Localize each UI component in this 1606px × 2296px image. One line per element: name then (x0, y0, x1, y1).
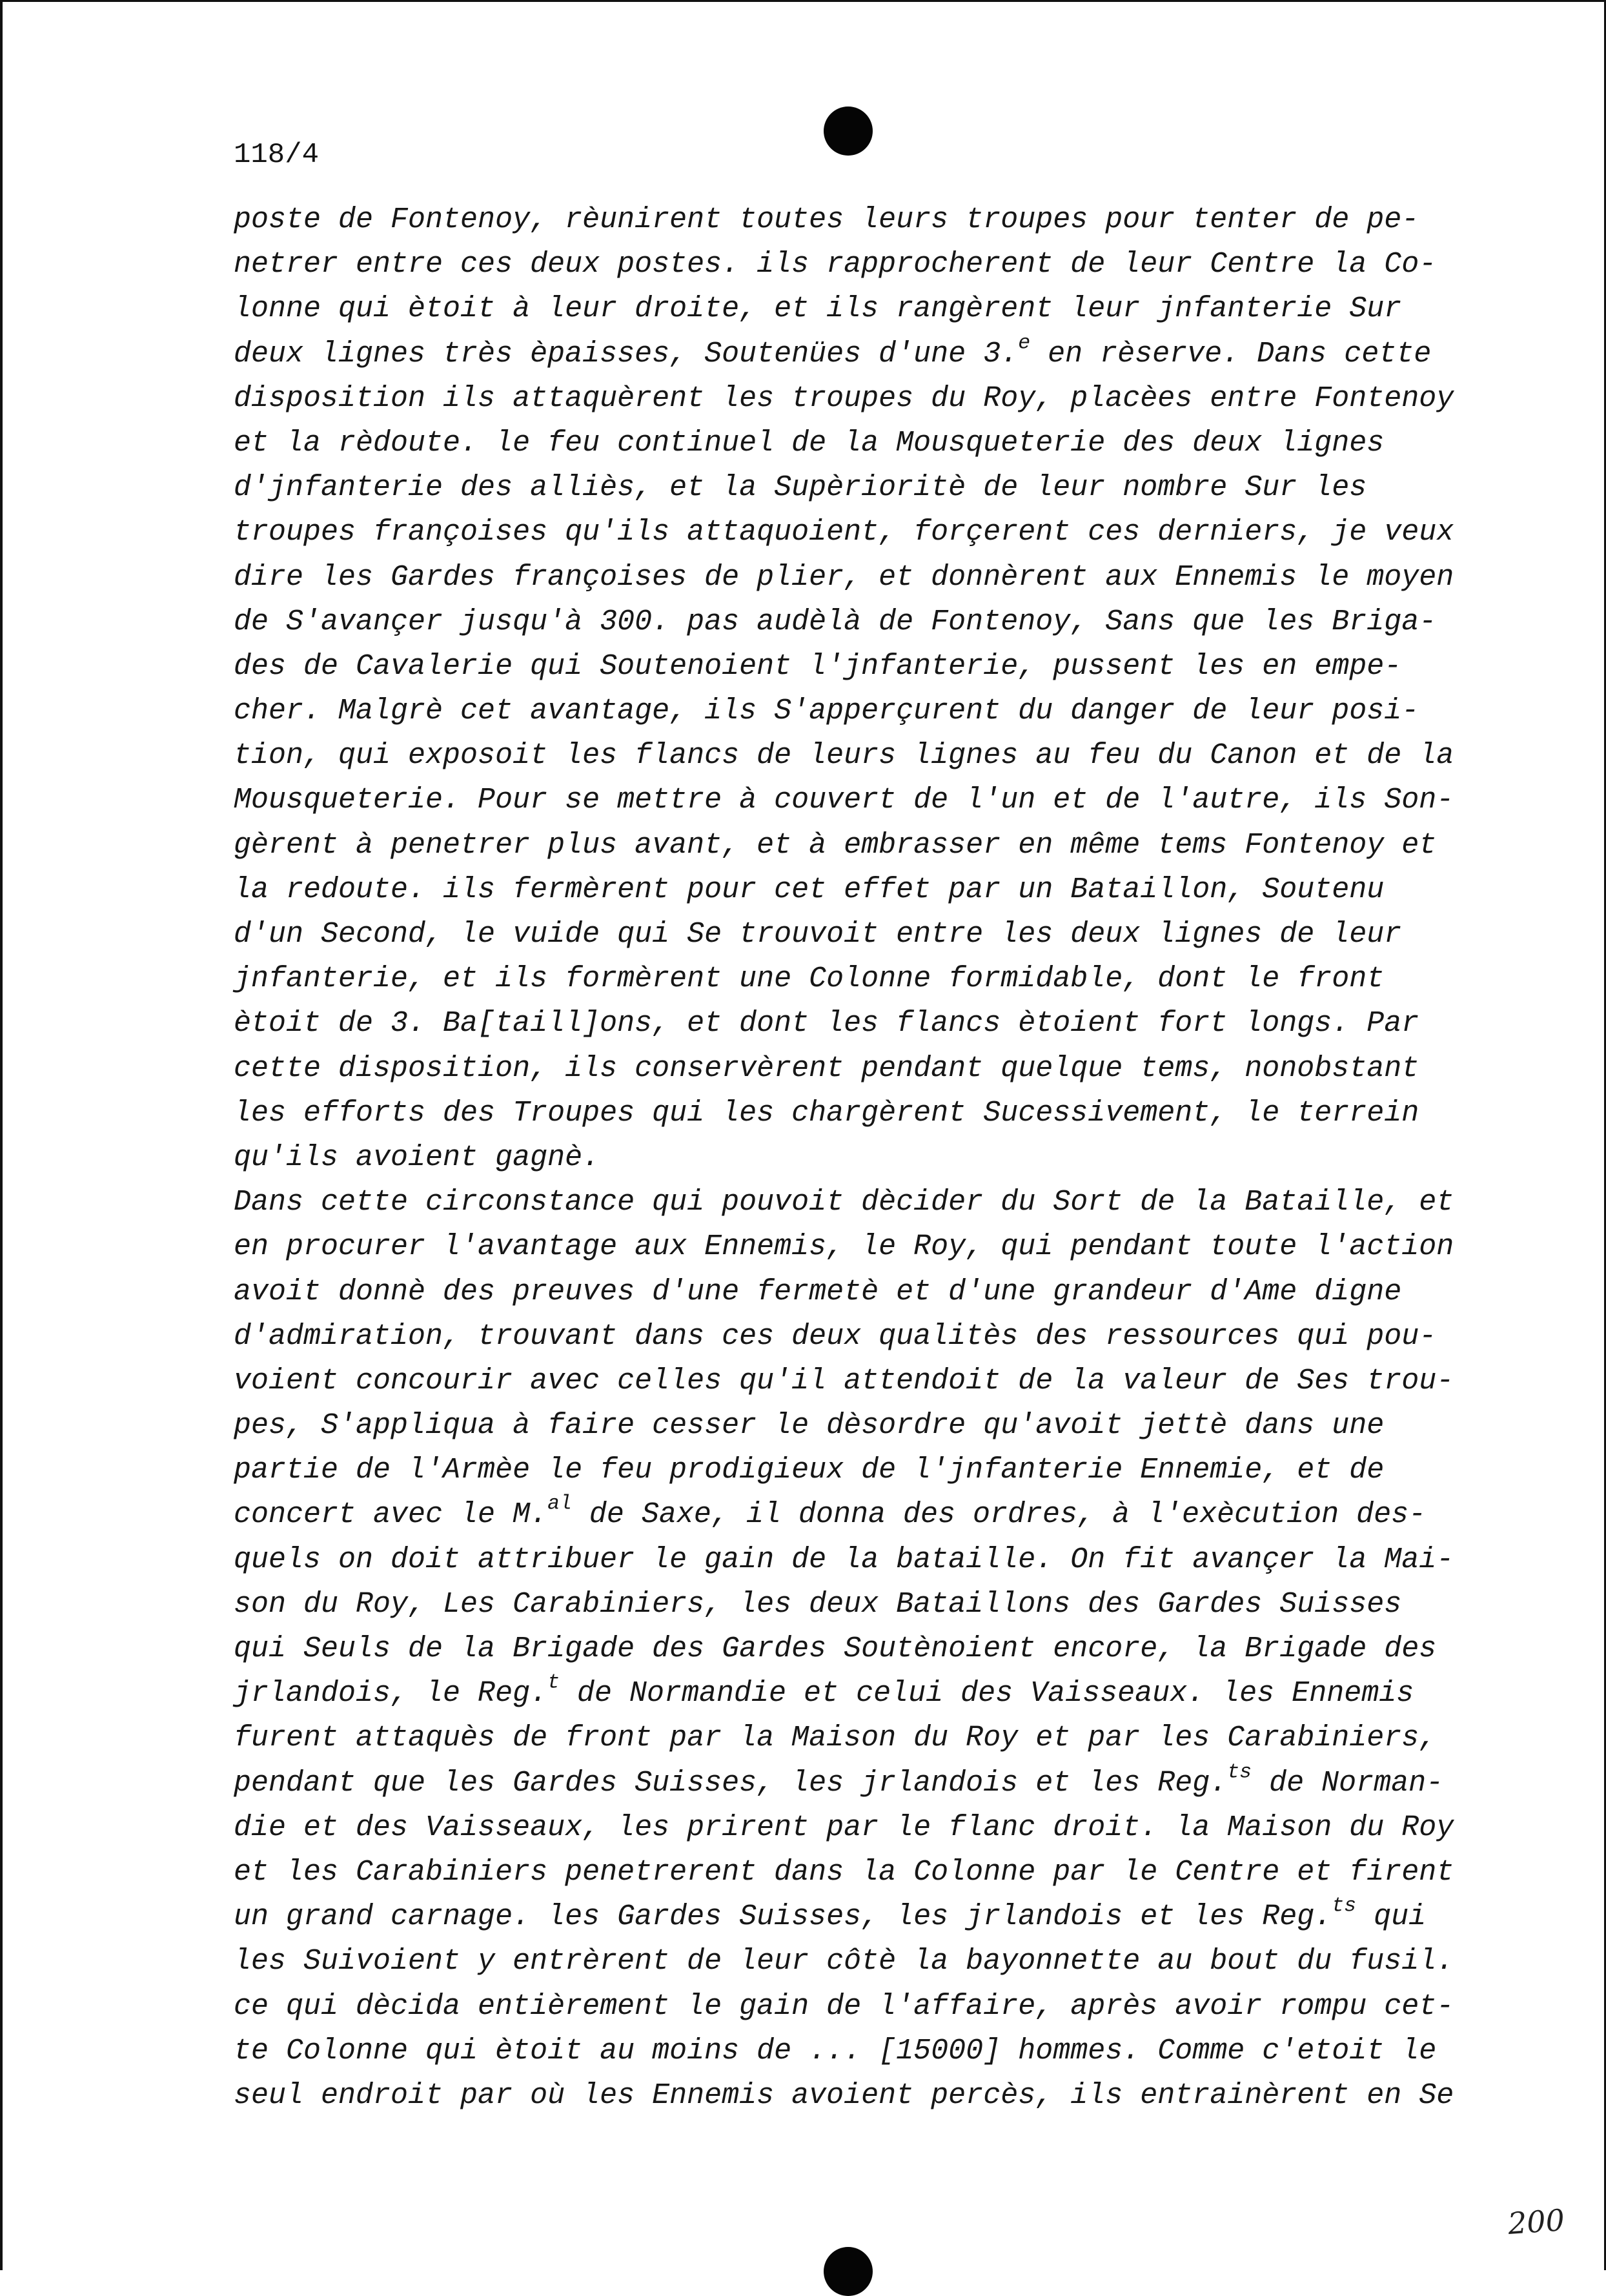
text-segment: et la rèdoute. le feu continuel de la Mousqueterie des deux lignes (234, 426, 1385, 460)
text-segment: die et des Vaisseaux, les prirent par le flanc droit. la Maison du Roy (234, 1811, 1454, 1844)
text-segment: ètoit de 3. Ba[taill]ons, et dont les flancs ètoient fort longs. Par (234, 1007, 1419, 1041)
text-segment: deux lignes très èpaisses, Soutenües d'une 3. (234, 337, 1019, 371)
text-segment: les efforts des Troupes qui les chargèrent Sucessivement, le terrein (234, 1096, 1419, 1130)
text-segment: jrlandois, le Reg. (234, 1677, 548, 1711)
text-line (234, 287, 1473, 331)
folio-stamp: 200 (1507, 2202, 1566, 2241)
text-line (234, 1359, 1473, 1403)
text-line (234, 1805, 1473, 1850)
text-line (234, 1001, 1473, 1046)
superscript: ts (1227, 1761, 1252, 1784)
text-line (234, 689, 1473, 733)
text-line (234, 1091, 1473, 1135)
text-line (234, 868, 1473, 912)
text-line (234, 332, 1473, 376)
text-segment: qu'ils avoient gagnè. (234, 1141, 600, 1174)
text-line (234, 242, 1473, 287)
superscript: al (547, 1492, 572, 1516)
text-line (234, 1492, 1473, 1537)
text-line (234, 912, 1473, 957)
text-segment: te Colonne qui ètoit au moins de ... [15000] hommes. Comme c'etoit le (234, 2034, 1437, 2067)
text-line (234, 510, 1473, 554)
text-segment: en procurer l'avantage aux Ennemis, le Roy, qui pendant toute l'action (234, 1230, 1454, 1264)
body-text (234, 198, 1473, 2118)
text-line (234, 555, 1473, 600)
text-segment: partie de l'Armèe le feu prodigieux de l'jnfanterie Ennemie, et de (234, 1454, 1385, 1487)
text-line (234, 1314, 1473, 1359)
superscript: t (547, 1671, 560, 1694)
text-segment: qui Seuls de la Brigade des Gardes Soutènoient encore, la Brigade des (234, 1632, 1437, 1665)
text-line (234, 823, 1473, 868)
punch-hole-bottom (824, 2247, 873, 2296)
text-line (234, 376, 1473, 421)
text-line (234, 957, 1473, 1001)
text-line (234, 1135, 1473, 1180)
punch-hole-top (824, 107, 873, 156)
text-line (234, 1761, 1473, 1805)
text-segment: gèrent à penetrer plus avant, et à embrasser en même tems Fontenoy et (234, 828, 1437, 862)
text-segment: des de Cavalerie qui Soutenoient l'jnfanterie, pussent les en empe- (234, 649, 1402, 683)
text-segment: la redoute. ils fermèrent pour cet effet par un Bataillon, Soutenu (234, 873, 1385, 906)
text-segment: poste de Fontenoy, rèunirent toutes leurs troupes pour tenter de pe- (234, 203, 1419, 236)
text-segment: les Suivoient y entrèrent de leur côtè la bayonnette au bout du fusil. (234, 1945, 1454, 1978)
text-line (234, 733, 1473, 778)
text-segment: d'admiration, trouvant dans ces deux qualitès des ressources qui pou- (234, 1319, 1437, 1353)
text-segment: lonne qui ètoit à leur droite, et ils rangèrent leur jnfanterie Sur (234, 292, 1402, 326)
text-line (234, 1538, 1473, 1582)
text-line (234, 1224, 1473, 1269)
text-line (234, 1582, 1473, 1627)
text-segment: de Saxe, il donna des ordres, à l'exècution des- (571, 1498, 1427, 1532)
text-line (234, 421, 1473, 465)
text-segment: concert avec le M. (234, 1498, 548, 1532)
text-segment: un grand carnage. les Gardes Suisses, les jrlandois et les Reg. (234, 1900, 1332, 1934)
text-line (234, 2073, 1473, 2118)
text-segment: jnfanterie, et ils formèrent une Colonne formidable, dont le front (234, 962, 1385, 996)
text-line (234, 2029, 1473, 2073)
text-segment: voient concourir avec celles qu'il attendoit de la valeur de Ses trou- (234, 1364, 1454, 1397)
text-segment: furent attaquès de front par la Maison du Roy et par les Carabiniers, (234, 1722, 1437, 1755)
text-line (234, 1895, 1473, 1939)
text-segment: quels on doit attribuer le gain de la bataille. On fit avançer la Mai- (234, 1543, 1454, 1576)
text-line (234, 198, 1473, 242)
text-segment: cette disposition, ils conservèrent pendant quelque tems, nonobstant (234, 1051, 1419, 1085)
text-line (234, 644, 1473, 689)
text-segment: avoit donnè des preuves d'une fermetè et d'une grandeur d'Ame digne (234, 1275, 1402, 1308)
text-segment: d'jnfanterie des alliès, et la Supèrioritè de leur nombre Sur les (234, 471, 1367, 505)
text-line (234, 1939, 1473, 1984)
text-segment: et les Carabiniers penetrerent dans la Colonne par le Centre et firent (234, 1855, 1454, 1889)
text-line (234, 1984, 1473, 2029)
text-segment: de Norman- (1252, 1766, 1444, 1800)
text-segment: ce qui dècida entièrement le gain de l'affaire, après avoir rompu cet- (234, 1989, 1454, 2023)
text-segment: qui (1356, 1900, 1427, 1934)
text-line (234, 778, 1473, 822)
superscript: e (1018, 332, 1031, 355)
text-line (234, 1850, 1473, 1895)
text-line (234, 1671, 1473, 1716)
text-segment: dire les Gardes françoises de plier, et donnèrent aux Ennemis le moyen (234, 560, 1454, 594)
text-segment: de S'avançer jusqu'à 300. pas audèlà de Fontenoy, Sans que les Briga- (234, 605, 1437, 638)
text-segment: pendant que les Gardes Suisses, les jrlandois et les Reg. (234, 1766, 1228, 1800)
superscript: ts (1332, 1895, 1357, 1918)
text-segment: disposition ils attaquèrent les troupes du Roy, placèes entre Fontenoy (234, 381, 1454, 415)
text-line (234, 1448, 1473, 1492)
text-segment: tion, qui exposoit les flancs de leurs lignes au feu du Canon et de la (234, 739, 1454, 773)
text-segment: Mousqueterie. Pour se mettre à couvert de l'un et de l'autre, ils Son- (234, 784, 1454, 817)
text-segment: en rèserve. Dans cette (1030, 337, 1432, 371)
text-segment: son du Roy, Les Carabiniers, les deux Bataillons des Gardes Suisses (234, 1587, 1402, 1621)
text-line (234, 1716, 1473, 1760)
text-line (234, 1270, 1473, 1314)
text-segment: netrer entre ces deux postes. ils rapprocherent de leur Centre la Co- (234, 248, 1437, 281)
text-segment: pes, S'appliqua à faire cesser le dèsordre qu'avoit jettè dans une (234, 1409, 1385, 1443)
text-segment: cher. Malgrè cet avantage, ils S'apperçurent du danger de leur posi- (234, 695, 1419, 728)
text-segment: Dans cette circonstance qui pouvoit dècider du Sort de la Bataille, et (234, 1186, 1454, 1219)
text-segment: d'un Second, le vuide qui Se trouvoit entre les deux lignes de leur (234, 918, 1402, 951)
text-line (234, 1046, 1473, 1091)
text-line (234, 1180, 1473, 1224)
text-line (234, 465, 1473, 510)
text-segment: de Normandie et celui des Vaisseaux. les Ennemis (560, 1677, 1414, 1711)
text-line (234, 600, 1473, 644)
text-segment: troupes françoises qu'ils attaquoient, forçerent ces derniers, je veux (234, 516, 1454, 549)
text-segment: seul endroit par où les Ennemis avoient percès, ils entrainèrent en Se (234, 2078, 1454, 2112)
text-line (234, 1403, 1473, 1448)
text-line (234, 1627, 1473, 1671)
page-number: 118/4 (234, 139, 320, 171)
